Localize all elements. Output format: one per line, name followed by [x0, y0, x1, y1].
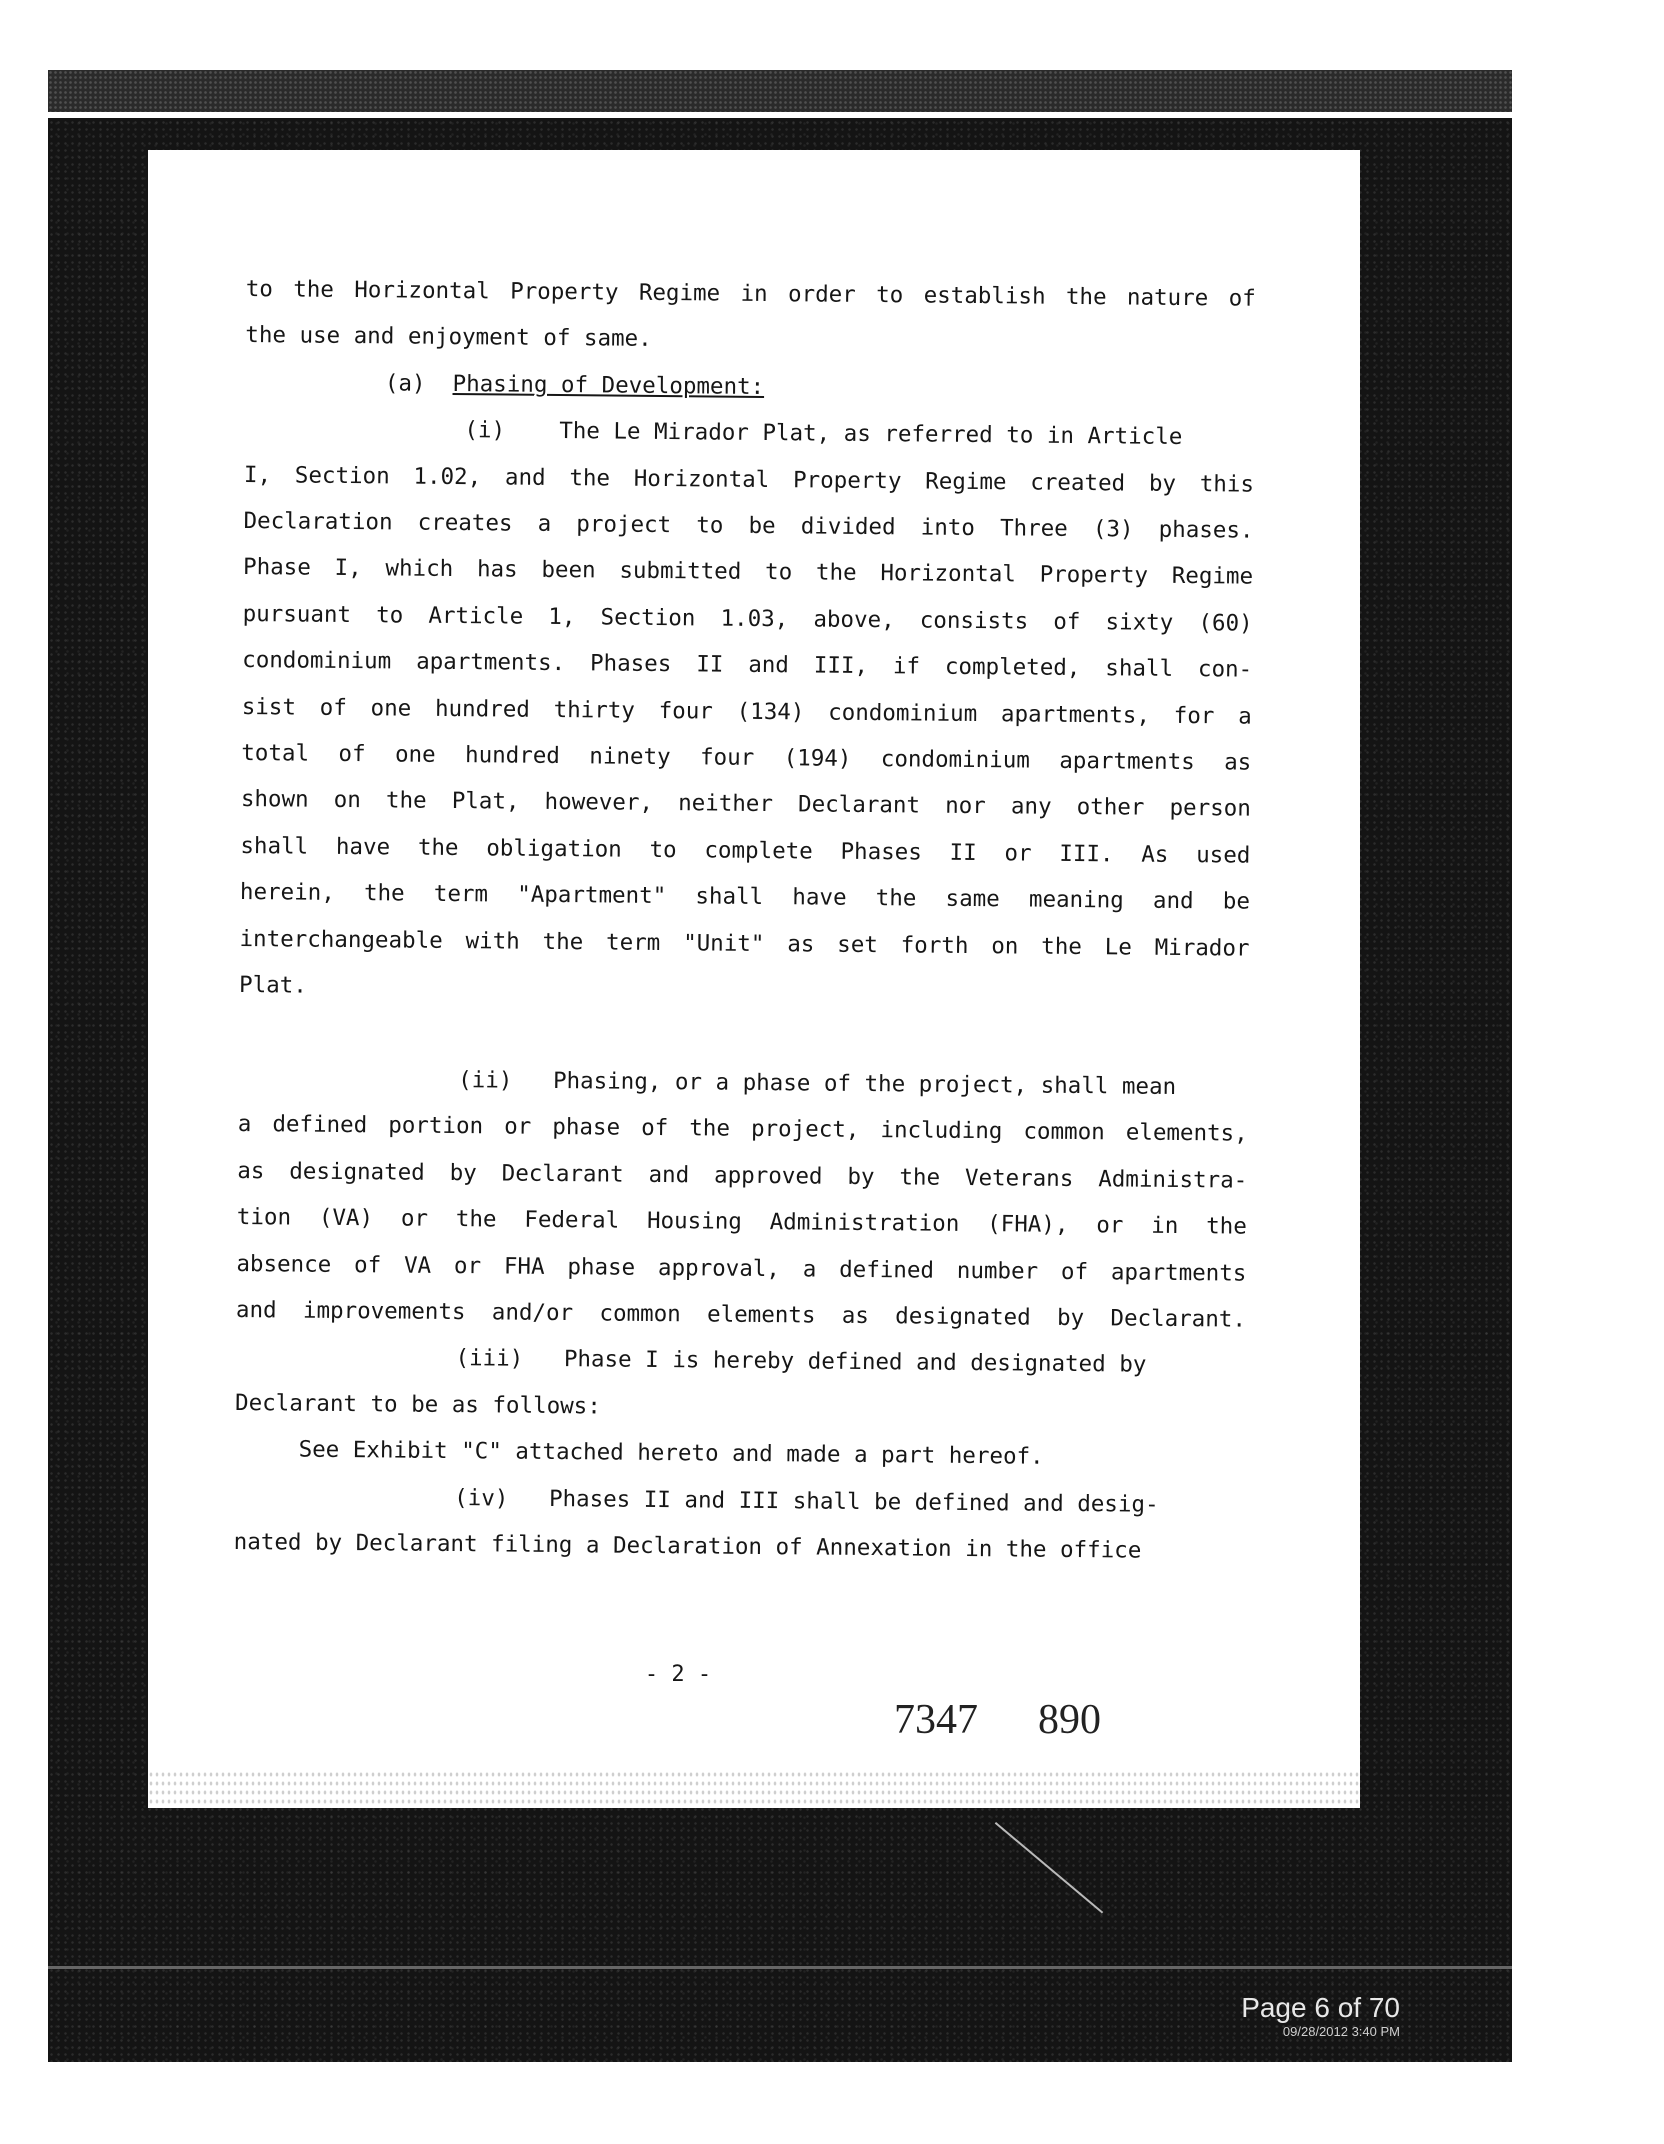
- body-line: interchangeable with the term "Unit" as set forth on the Le Mirador: [239, 925, 1250, 962]
- body-line: tion (VA) or the Federal Housing Administration (FHA), or in the: [236, 1204, 1247, 1240]
- body-line: as designated by Declarant and approved by the Veterans Administra-: [237, 1157, 1248, 1194]
- item-first-line-text: Phases II and III shall be defined and desig-: [548, 1485, 1159, 1518]
- body-line: Declarant to be as follows:: [234, 1389, 601, 1420]
- body-line: total of one hundred ninety four (194) condominium apartments as: [241, 740, 1252, 776]
- scan-scratch: [995, 1822, 1104, 1914]
- item-marker: (i): [464, 417, 506, 444]
- body-line: Phase I, which has been submitted to the Horizontal Property Regime: [242, 554, 1254, 591]
- body-line: absence of VA or FHA phase approval, a defined number of apartments: [236, 1250, 1247, 1287]
- item-first-line-text: Phasing, or a phase of the project, shall mean: [552, 1067, 1177, 1100]
- body-line: the use and enjoyment of same.: [245, 322, 652, 353]
- body-line: I, Section 1.02, and the Horizontal Property Regime created by this: [243, 461, 1255, 498]
- scan-noise-edge: [148, 1770, 1360, 1808]
- body-line: nated by Declarant filing a Declaration of Annexation in the office: [233, 1528, 1142, 1564]
- body-line: sist of one hundred thirty four (134) condominium apartments, for a: [241, 693, 1252, 730]
- document-page: [148, 150, 1360, 1808]
- scan-top-band: [48, 70, 1512, 118]
- body-line: shall have the obligation to complete Phases II or III. As used: [240, 832, 1251, 869]
- page-counter-text: Page 6 of 70: [1241, 1992, 1400, 2023]
- body-line: herein, the term "Apartment" shall have the same meaning and be: [239, 879, 1251, 915]
- exhibit-line: See Exhibit "C" attached hereto and made a part hereof.: [298, 1436, 1044, 1470]
- item-marker: (iii): [455, 1345, 524, 1373]
- page-timestamp: 09/28/2012 3:40 PM: [1282, 2024, 1400, 2039]
- body-line: pursuant to Article 1, Section 1.03, above, consists of sixty (60): [242, 600, 1253, 637]
- body-line: to the Horizontal Property Regime in order to establish the nature of: [245, 275, 1256, 312]
- page-body: [234, 266, 1256, 1575]
- recording-stamp-page: 890: [1038, 1697, 1101, 1743]
- body-line: Plat.: [238, 972, 307, 999]
- item-marker: (ii): [458, 1066, 513, 1094]
- body-line: condominium apartments. Phases II and III, if completed, shall con-: [242, 647, 1253, 683]
- scan-frame: [48, 70, 1512, 2062]
- item-first-line-text: The Le Mirador Plat, as referred to in Article: [559, 418, 1183, 451]
- body-line: shown on the Plat, however, neither Declarant nor any other person: [240, 786, 1251, 823]
- item-marker: (iv): [454, 1484, 509, 1512]
- section-heading-text: Phasing of Development:: [452, 370, 765, 400]
- body-line: a defined portion or phase of the project, including common elements,: [237, 1111, 1248, 1147]
- body-line: Declaration creates a project to be divided into Three (3) phases.: [243, 508, 1254, 544]
- item-first-line-text: Phase I is hereby defined and designated by: [563, 1346, 1147, 1379]
- section-marker: (a): [384, 370, 426, 397]
- page-number: - 2 -: [644, 1662, 712, 1687]
- body-line: and improvements and/or common elements as designated by Declarant.: [235, 1296, 1247, 1333]
- recording-stamp-book: 7347: [894, 1697, 978, 1743]
- page-counter: [1241, 1992, 1400, 2040]
- scan-bottom-rule: [48, 1966, 1512, 1969]
